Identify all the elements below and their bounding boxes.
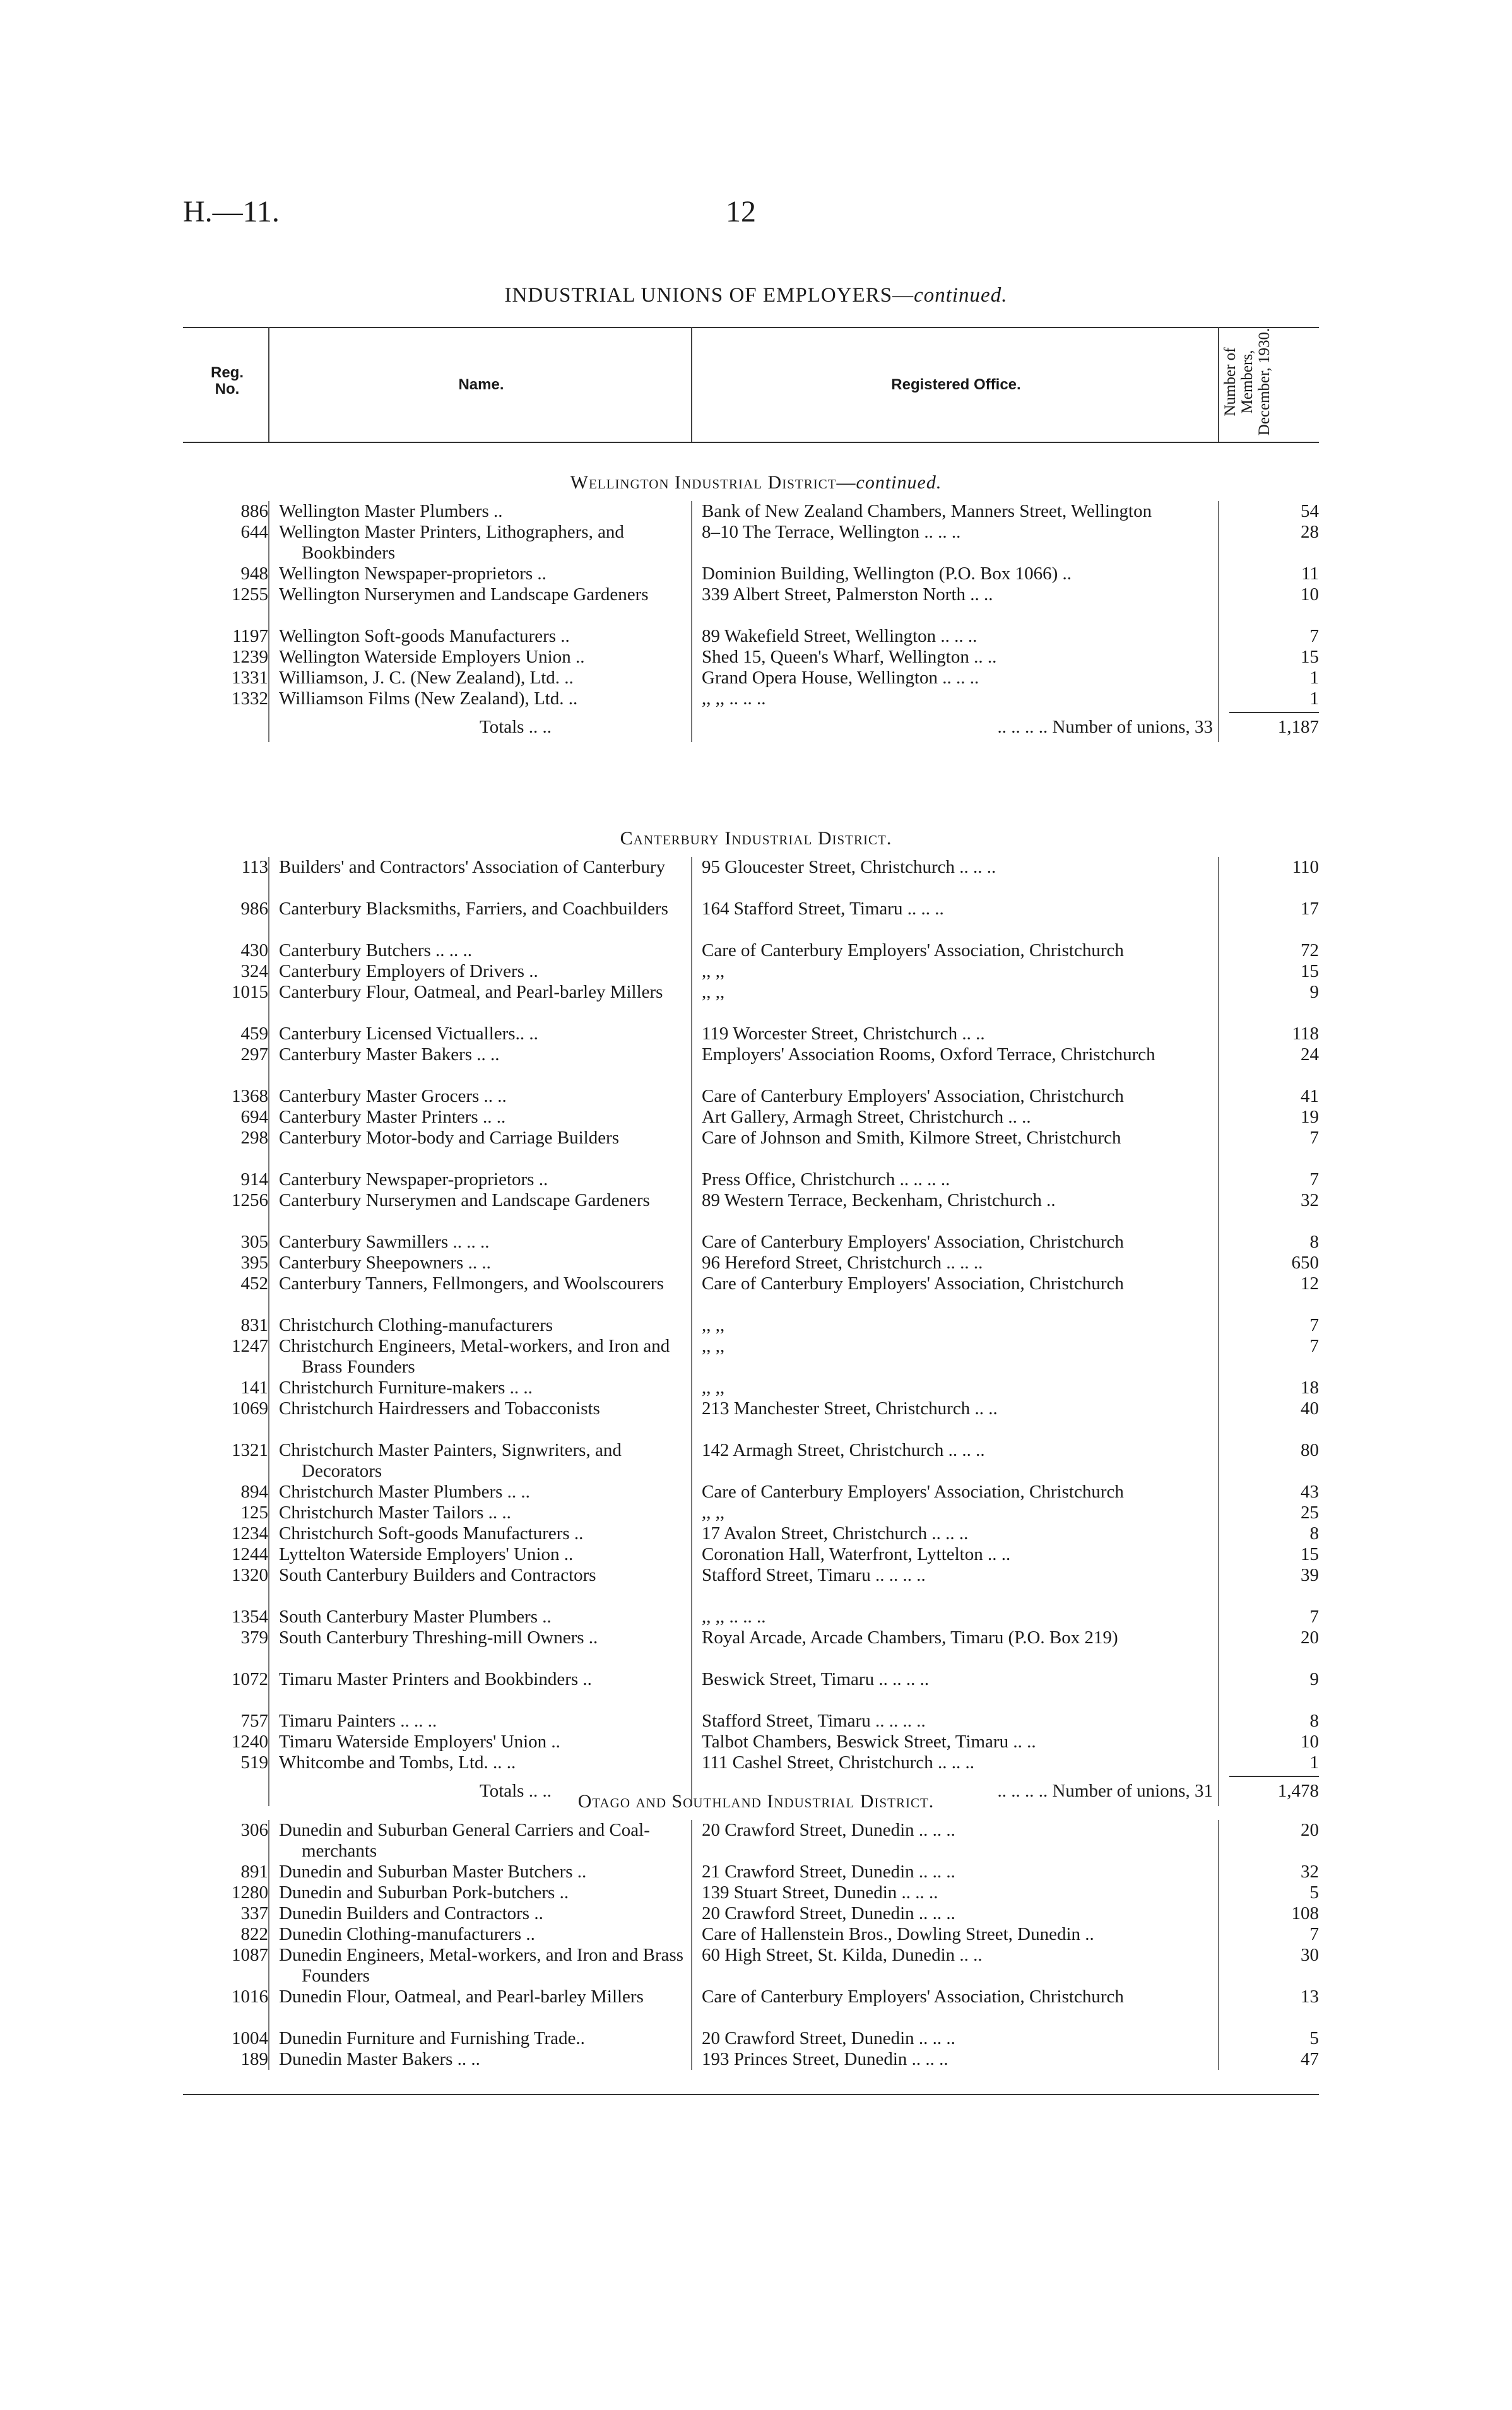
- column-divider: [1218, 1820, 1219, 2070]
- reg-number-cell: 459: [240, 1024, 268, 1044]
- union-name-cell: Dunedin Builders and Contractors ..: [279, 1903, 543, 1923]
- member-count-cell: 118: [1292, 1024, 1319, 1044]
- column-divider: [268, 1820, 269, 2070]
- union-name-cell: Timaru Master Printers and Bookbinders ..: [279, 1669, 592, 1689]
- reg-number-cell: 757: [240, 1711, 268, 1731]
- member-count-cell: 15: [1301, 1544, 1319, 1564]
- union-name-cell: Canterbury Tanners, Fellmongers, and Woolscourers: [279, 1273, 664, 1294]
- union-name-cell: Dunedin Flour, Oatmeal, and Pearl-barley Millers: [279, 1987, 644, 2007]
- union-name-cell: Canterbury Sawmillers .. .. ..: [279, 1232, 490, 1252]
- registered-office-cell: ,, ,,: [702, 1315, 725, 1335]
- reg-number-cell: 644: [240, 522, 268, 542]
- members-total: 1,187: [1277, 717, 1319, 737]
- registered-office-cell: ,, ,,: [702, 982, 725, 1002]
- reg-number-cell: 886: [240, 501, 268, 521]
- union-name-cell: Christchurch Master Painters, Signwriters, and Decorators: [279, 1440, 622, 1481]
- registered-office-cell: ,, ,,: [702, 961, 725, 981]
- reg-number-cell: 1331: [232, 668, 268, 688]
- totals-rule: [1229, 1776, 1319, 1777]
- reg-number-cell: 891: [240, 1862, 268, 1882]
- registered-office-cell: 119 Worcester Street, Christchurch .. ..: [702, 1024, 985, 1044]
- reg-number-cell: 189: [240, 2049, 268, 2069]
- registered-office-cell: ,, ,, .. .. ..: [702, 688, 766, 709]
- member-count-cell: 40: [1301, 1398, 1319, 1419]
- member-count-cell: 80: [1301, 1440, 1319, 1460]
- reg-number-cell: 1280: [232, 1882, 268, 1903]
- column-header-office: Registered Office.: [891, 376, 1021, 393]
- member-count-cell: 110: [1292, 857, 1319, 877]
- reg-number-cell: 1321: [232, 1440, 268, 1460]
- union-name-cell: Dunedin Clothing-manufacturers ..: [279, 1924, 535, 1944]
- reg-number-cell: 306: [240, 1820, 268, 1840]
- member-count-cell: 32: [1301, 1190, 1319, 1210]
- table-bottom-rule: [183, 2094, 1319, 2095]
- registered-office-cell: Care of Hallenstein Bros., Dowling Street, Dunedin ..: [702, 1924, 1094, 1944]
- column-header-reg-no: Reg. No.: [210, 364, 244, 398]
- column-divider: [268, 857, 269, 1806]
- member-count-cell: 28: [1301, 522, 1319, 542]
- header-top-rule: [183, 327, 1319, 328]
- member-count-cell: 11: [1301, 564, 1319, 584]
- union-name-cell: Christchurch Hairdressers and Tobacconists: [279, 1398, 600, 1419]
- registered-office-cell: Care of Johnson and Smith, Kilmore Street, Christchurch: [702, 1128, 1121, 1148]
- reg-number-cell: 395: [240, 1253, 268, 1273]
- column-divider: [268, 501, 269, 742]
- union-name-cell: Christchurch Master Plumbers .. ..: [279, 1482, 530, 1502]
- member-count-cell: 72: [1301, 940, 1319, 960]
- union-name-cell: Wellington Nurserymen and Landscape Gardeners: [279, 584, 649, 605]
- reg-number-cell: 1087: [232, 1945, 268, 1965]
- registered-office-cell: 142 Armagh Street, Christchurch .. .. ..: [702, 1440, 985, 1460]
- registered-office-cell: Art Gallery, Armagh Street, Christchurch .. ..: [702, 1107, 1031, 1127]
- union-name-cell: Canterbury Nurserymen and Landscape Gardeners: [279, 1190, 650, 1210]
- header-divider-1: [268, 327, 269, 442]
- header-divider-3: [1218, 327, 1219, 442]
- union-name-cell: Wellington Newspaper-proprietors ..: [279, 564, 546, 584]
- union-name-cell: Canterbury Butchers .. .. ..: [279, 940, 473, 960]
- union-name-cell: Canterbury Blacksmiths, Farriers, and Coachbuilders: [279, 899, 668, 919]
- union-name-cell: Christchurch Soft-goods Manufacturers ..: [279, 1523, 584, 1544]
- registered-office-cell: 20 Crawford Street, Dunedin .. .. ..: [702, 1903, 955, 1923]
- registered-office-cell: Care of Canterbury Employers' Association, Christchurch: [702, 1086, 1124, 1106]
- member-count-cell: 7: [1309, 1169, 1319, 1190]
- member-count-cell: 7: [1309, 1315, 1319, 1335]
- registered-office-cell: 139 Stuart Street, Dunedin .. .. ..: [702, 1882, 938, 1903]
- member-count-cell: 39: [1301, 1565, 1319, 1585]
- union-name-cell: Dunedin Engineers, Metal-workers, and Iron and Brass Founders: [279, 1945, 684, 1986]
- member-count-cell: 9: [1309, 982, 1319, 1002]
- reg-number-cell: 1072: [232, 1669, 268, 1689]
- registered-office-cell: Employers' Association Rooms, Oxford Terrace, Christchurch: [702, 1044, 1155, 1065]
- registered-office-cell: 17 Avalon Street, Christchurch .. .. ..: [702, 1523, 969, 1544]
- registered-office-cell: ,, ,, .. .. ..: [702, 1607, 766, 1627]
- member-count-cell: 1: [1309, 668, 1319, 688]
- union-name-cell: Dunedin Master Bakers .. ..: [279, 2049, 480, 2069]
- union-name-cell: Christchurch Clothing-manufacturers: [279, 1315, 553, 1335]
- registered-office-cell: Talbot Chambers, Beswick Street, Timaru .. ..: [702, 1732, 1036, 1752]
- members-total: 1,478: [1277, 1781, 1319, 1801]
- reg-number-cell: 337: [240, 1903, 268, 1923]
- member-count-cell: 7: [1309, 626, 1319, 646]
- union-name-cell: Christchurch Engineers, Metal-workers, and Iron and Brass Founders: [279, 1336, 670, 1377]
- column-header-members: Number of Members, December, 1930.: [1222, 328, 1273, 436]
- reg-number-cell: 297: [240, 1044, 268, 1065]
- registered-office-cell: Dominion Building, Wellington (P.O. Box 1066) ..: [702, 564, 1072, 584]
- registered-office-cell: 339 Albert Street, Palmerston North .. ..: [702, 584, 993, 605]
- union-name-cell: Wellington Master Plumbers ..: [279, 501, 503, 521]
- union-name-cell: Williamson, J. C. (New Zealand), Ltd. ..: [279, 668, 574, 688]
- union-name-cell: Canterbury Master Grocers .. ..: [279, 1086, 507, 1106]
- totals-rule: [1229, 712, 1319, 713]
- reg-number-cell: 1354: [232, 1607, 268, 1627]
- member-count-cell: 10: [1301, 584, 1319, 605]
- registered-office-cell: Care of Canterbury Employers' Association, Christchurch: [702, 1273, 1124, 1294]
- header-bottom-rule: [183, 442, 1319, 443]
- page-title: [0, 284, 1512, 307]
- registered-office-cell: Care of Canterbury Employers' Association, Christchurch: [702, 1232, 1124, 1252]
- member-count-cell: 18: [1301, 1378, 1319, 1398]
- union-name-cell: Wellington Soft-goods Manufacturers ..: [279, 626, 570, 646]
- union-name-cell: Canterbury Newspaper-proprietors ..: [279, 1169, 548, 1190]
- registered-office-cell: 8–10 The Terrace, Wellington .. .. ..: [702, 522, 961, 542]
- registered-office-cell: 20 Crawford Street, Dunedin .. .. ..: [702, 1820, 955, 1840]
- registered-office-cell: Grand Opera House, Wellington .. .. ..: [702, 668, 979, 688]
- page-number: 12: [726, 195, 756, 228]
- reg-number-cell: 948: [240, 564, 268, 584]
- union-count: .. .. .. .. Number of unions, 33: [997, 717, 1213, 737]
- registered-office-cell: Care of Canterbury Employers' Association, Christchurch: [702, 1987, 1124, 2007]
- reg-number-cell: 305: [240, 1232, 268, 1252]
- registered-office-cell: 89 Wakefield Street, Wellington .. .. ..: [702, 626, 977, 646]
- union-count: .. .. .. .. Number of unions, 31: [997, 1781, 1213, 1801]
- reg-number-cell: 1016: [232, 1987, 268, 2007]
- union-name-cell: Builders' and Contractors' Association of Canterbury: [279, 857, 666, 877]
- reg-number-cell: 141: [240, 1378, 268, 1398]
- union-name-cell: Canterbury Master Bakers .. ..: [279, 1044, 500, 1065]
- registered-office-cell: 60 High Street, St. Kilda, Dunedin .. ..: [702, 1945, 983, 1965]
- union-name-cell: Lyttelton Waterside Employers' Union ..: [279, 1544, 574, 1564]
- column-divider: [1218, 501, 1219, 742]
- column-divider: [691, 501, 692, 742]
- reg-number-cell: 831: [240, 1315, 268, 1335]
- reg-number-cell: 113: [241, 857, 268, 877]
- member-count-cell: 15: [1301, 647, 1319, 667]
- member-count-cell: 20: [1301, 1627, 1319, 1648]
- union-name-cell: Christchurch Master Tailors .. ..: [279, 1503, 511, 1523]
- reg-number-cell: 914: [240, 1169, 268, 1190]
- registered-office-cell: 193 Princes Street, Dunedin .. .. ..: [702, 2049, 948, 2069]
- member-count-cell: 5: [1309, 1882, 1319, 1903]
- section-title: [0, 472, 1512, 493]
- section-title-text: Canterbury Industrial District.: [620, 828, 892, 849]
- member-count-cell: 25: [1301, 1503, 1319, 1523]
- union-name-cell: Canterbury Employers of Drivers ..: [279, 961, 538, 981]
- member-count-cell: 5: [1309, 2028, 1319, 2048]
- registered-office-cell: 95 Gloucester Street, Christchurch .. .. ..: [702, 857, 996, 877]
- reg-number-cell: 298: [240, 1128, 268, 1148]
- reg-number-cell: 519: [240, 1752, 268, 1773]
- reg-number-cell: 1069: [232, 1398, 268, 1419]
- reg-number-cell: 1247: [232, 1336, 268, 1356]
- member-count-cell: 108: [1291, 1903, 1319, 1923]
- totals-label: Totals .. ..: [480, 1781, 552, 1801]
- union-name-cell: Williamson Films (New Zealand), Ltd. ..: [279, 688, 578, 709]
- union-name-cell: South Canterbury Threshing-mill Owners ..: [279, 1627, 598, 1648]
- registered-office-cell: Stafford Street, Timaru .. .. .. ..: [702, 1565, 926, 1585]
- reg-number-cell: 379: [240, 1627, 268, 1648]
- member-count-cell: 43: [1301, 1482, 1319, 1502]
- member-count-cell: 54: [1301, 501, 1319, 521]
- registered-office-cell: 111 Cashel Street, Christchurch .. .. ..: [702, 1752, 974, 1773]
- member-count-cell: 17: [1301, 899, 1319, 919]
- union-name-cell: Canterbury Sheepowners .. ..: [279, 1253, 491, 1273]
- registered-office-cell: Coronation Hall, Waterfront, Lyttelton .. ..: [702, 1544, 1011, 1564]
- member-count-cell: 1: [1309, 1752, 1319, 1773]
- union-name-cell: Dunedin and Suburban Master Butchers ..: [279, 1862, 587, 1882]
- member-count-cell: 7: [1309, 1607, 1319, 1627]
- reg-number-cell: 1256: [232, 1190, 268, 1210]
- member-count-cell: 1: [1309, 688, 1319, 709]
- reg-number-cell: 1332: [232, 688, 268, 709]
- header-divider-2: [691, 327, 692, 442]
- member-count-cell: 650: [1291, 1253, 1319, 1273]
- member-count-cell: 41: [1301, 1086, 1319, 1106]
- union-name-cell: Timaru Waterside Employers' Union ..: [279, 1732, 560, 1752]
- union-name-cell: Timaru Painters .. .. ..: [279, 1711, 437, 1731]
- reg-number-cell: 1368: [232, 1086, 268, 1106]
- union-name-cell: Canterbury Licensed Victuallers.. ..: [279, 1024, 538, 1044]
- column-header-name: Name.: [458, 376, 504, 393]
- union-name-cell: Canterbury Flour, Oatmeal, and Pearl-barley Millers: [279, 982, 663, 1002]
- union-name-cell: Wellington Master Printers, Lithographers, and Bookbinders: [279, 522, 624, 563]
- column-divider: [1218, 857, 1219, 1806]
- reg-number-cell: 1244: [232, 1544, 268, 1564]
- member-count-cell: 19: [1301, 1107, 1319, 1127]
- member-count-cell: 47: [1301, 2049, 1319, 2069]
- union-name-cell: Christchurch Furniture-makers .. ..: [279, 1378, 533, 1398]
- member-count-cell: 7: [1309, 1336, 1319, 1356]
- section-title-text: Otago and Southland Industrial District.: [577, 1791, 935, 1812]
- member-count-cell: 24: [1301, 1044, 1319, 1065]
- reg-number-cell: 1239: [232, 647, 268, 667]
- reg-number-cell: 324: [240, 961, 268, 981]
- union-name-cell: Canterbury Motor-body and Carriage Builders: [279, 1128, 620, 1148]
- column-divider: [691, 1820, 692, 2070]
- totals-label: Totals .. ..: [480, 717, 552, 737]
- member-count-cell: 9: [1309, 1669, 1319, 1689]
- member-count-cell: 12: [1301, 1273, 1319, 1294]
- registered-office-cell: 96 Hereford Street, Christchurch .. .. ..: [702, 1253, 983, 1273]
- member-count-cell: 32: [1301, 1862, 1319, 1882]
- document-code: H.—11.: [183, 195, 280, 228]
- member-count-cell: 20: [1301, 1820, 1319, 1840]
- union-name-cell: Canterbury Master Printers .. ..: [279, 1107, 506, 1127]
- registered-office-cell: Shed 15, Queen's Wharf, Wellington .. ..: [702, 647, 997, 667]
- member-count-cell: 30: [1301, 1945, 1319, 1965]
- registered-office-cell: Stafford Street, Timaru .. .. .. ..: [702, 1711, 926, 1731]
- member-count-cell: 10: [1301, 1732, 1319, 1752]
- registered-office-cell: 89 Western Terrace, Beckenham, Christchurch ..: [702, 1190, 1056, 1210]
- reg-number-cell: 1320: [232, 1565, 268, 1585]
- section-title: [0, 1791, 1512, 1812]
- section-title-suffix: continued.: [856, 472, 942, 493]
- member-count-cell: 8: [1309, 1232, 1319, 1252]
- title-suffix: continued.: [914, 284, 1008, 307]
- union-name-cell: Dunedin and Suburban General Carriers and Coal-merchants: [279, 1820, 650, 1861]
- column-divider: [691, 857, 692, 1806]
- reg-number-cell: 1255: [232, 584, 268, 605]
- registered-office-cell: ,, ,,: [702, 1503, 725, 1523]
- registered-office-cell: ,, ,,: [702, 1378, 725, 1398]
- reg-number-cell: 1197: [232, 626, 268, 646]
- union-name-cell: South Canterbury Master Plumbers ..: [279, 1607, 552, 1627]
- registered-office-cell: ,, ,,: [702, 1336, 725, 1356]
- member-count-cell: 13: [1301, 1987, 1319, 2007]
- registered-office-cell: 21 Crawford Street, Dunedin .. .. ..: [702, 1862, 955, 1882]
- member-count-cell: 8: [1309, 1523, 1319, 1544]
- reg-number-cell: 694: [240, 1107, 268, 1127]
- union-name-cell: Wellington Waterside Employers Union ..: [279, 647, 585, 667]
- reg-number-cell: 1234: [232, 1523, 268, 1544]
- reg-number-cell: 986: [240, 899, 268, 919]
- reg-number-cell: 894: [240, 1482, 268, 1502]
- reg-number-cell: 1004: [232, 2028, 268, 2048]
- registered-office-cell: 20 Crawford Street, Dunedin .. .. ..: [702, 2028, 955, 2048]
- section-title: [0, 828, 1512, 849]
- reg-number-cell: 430: [240, 940, 268, 960]
- reg-number-cell: 822: [240, 1924, 268, 1944]
- member-count-cell: 15: [1301, 961, 1319, 981]
- reg-number-cell: 1015: [232, 982, 268, 1002]
- registered-office-cell: Care of Canterbury Employers' Association, Christchurch: [702, 1482, 1124, 1502]
- member-count-cell: 7: [1309, 1924, 1319, 1944]
- registered-office-cell: Care of Canterbury Employers' Association, Christchurch: [702, 940, 1124, 960]
- registered-office-cell: Beswick Street, Timaru .. .. .. ..: [702, 1669, 930, 1689]
- section-title-text: Wellington Industrial District—: [570, 472, 856, 493]
- union-name-cell: South Canterbury Builders and Contractors: [279, 1565, 596, 1585]
- title-main: INDUSTRIAL UNIONS OF EMPLOYERS—: [504, 284, 914, 307]
- registered-office-cell: 164 Stafford Street, Timaru .. .. ..: [702, 899, 944, 919]
- reg-number-cell: 1240: [232, 1732, 268, 1752]
- union-name-cell: Whitcombe and Tombs, Ltd. .. ..: [279, 1752, 516, 1773]
- union-name-cell: Dunedin Furniture and Furnishing Trade..: [279, 2028, 585, 2048]
- union-name-cell: Dunedin and Suburban Pork-butchers ..: [279, 1882, 569, 1903]
- registered-office-cell: Bank of New Zealand Chambers, Manners Street, Wellington: [702, 501, 1152, 521]
- registered-office-cell: Press Office, Christchurch .. .. .. ..: [702, 1169, 950, 1190]
- member-count-cell: 7: [1309, 1128, 1319, 1148]
- reg-number-cell: 452: [240, 1273, 268, 1294]
- registered-office-cell: 213 Manchester Street, Christchurch .. ..: [702, 1398, 998, 1419]
- registered-office-cell: Royal Arcade, Arcade Chambers, Timaru (P.O. Box 219): [702, 1627, 1118, 1648]
- reg-number-cell: 125: [240, 1503, 268, 1523]
- member-count-cell: 8: [1309, 1711, 1319, 1731]
